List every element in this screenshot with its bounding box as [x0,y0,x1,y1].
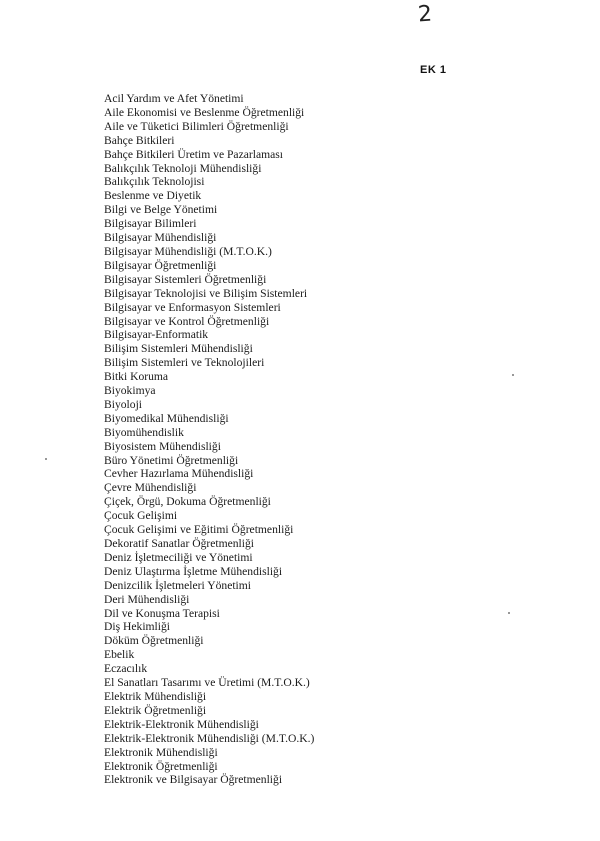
program-list-item: Bilgisayar-Enformatik [104,328,209,342]
scan-speck [512,374,514,376]
program-list-item: Elektronik Öğretmenliği [104,759,218,773]
program-list-item: Çocuk Gelişimi ve Eğitimi Öğretmenliği [104,523,294,537]
program-list-item: Biyoloji [104,397,143,411]
program-list-item: Bilgi ve Belge Yönetimi [104,203,218,217]
program-list-item: Elektrik Mühendisliği [104,689,207,703]
program-list-item: Acil Yardım ve Afet Yönetimi [104,92,244,105]
program-list-item: Elektrik-Elektronik Mühendisliği (M.T.O.K.) [104,731,315,745]
program-list-item: Biyomedikal Mühendisliği [104,411,229,425]
program-list-item: Aile ve Tüketici Bilimleri Öğretmenliği [104,119,289,133]
program-list-item: Bilgisayar Mühendisliği [104,231,217,245]
program-list-item: Döküm Öğretmenliği [104,634,204,648]
program-list-item: Cevher Hazırlama Mühendisliği [104,467,254,481]
program-list-item: Bitki Koruma [104,370,169,384]
program-list-item: Bilgisayar Mühendisliği (M.T.O.K.) [104,244,272,258]
program-list-item: Dekoratif Sanatlar Öğretmenliği [104,537,255,550]
program-list-item: Deri Mühendisliği [104,592,190,606]
program-list [104,92,314,787]
program-list-item: Denizcilik İşletmeleri Yönetimi [104,578,252,592]
program-list-item: Bilgisayar ve Kontrol Öğretmenliği [104,314,270,328]
program-list-item: Diş Hekimliği [104,620,171,634]
program-list-item: Elektrik Öğretmenliği [104,703,207,717]
program-list-item: Bilgisayar Bilimleri [104,217,197,231]
program-list-item: El Sanatları Tasarımı ve Üretimi (M.T.O.K.) [104,676,310,690]
program-list-item: Bilişim Sistemleri ve Teknolojileri [104,356,265,370]
program-list-item: Ebelik [104,648,135,662]
program-list-item: Biyomühendislik [104,425,184,439]
annex-label: EK 1 [420,64,447,76]
scan-speck [45,458,47,460]
program-list-item: Bilgisayar Öğretmenliği [104,258,217,272]
handwritten-page-number: 2 [417,1,433,28]
program-list-item: Deniz Ulaştırma İşletme Mühendisliği [104,564,283,578]
scan-speck [508,612,510,614]
program-list-item: Eczacılık [104,662,148,676]
program-list-item: Bilgisayar ve Enformasyon Sistemleri [104,300,281,314]
program-list-item: Bilgisayar Teknolojisi ve Bilişim Sistemleri [104,286,308,300]
program-list-item: Bahçe Bitkileri [104,133,175,147]
program-list-item: Biyokimya [104,384,156,398]
program-list-item: Balıkçılık Teknoloji Mühendisliği [104,161,262,175]
program-list-item: Elektrik-Elektronik Mühendisliği [104,717,259,731]
program-list-item: Çiçek, Örgü, Dokuma Öğretmenliği [104,495,271,509]
program-list-item: Çocuk Gelişimi [104,509,178,523]
program-list-item: Çevre Mühendisliği [104,481,197,495]
program-list-item: Bilgisayar Sistemleri Öğretmenliği [104,272,267,286]
program-list-item: Elektronik ve Bilgisayar Öğretmenliği [104,773,283,787]
program-list-item: Dil ve Konuşma Terapisi [104,606,220,620]
program-list-item: Deniz İşletmeciliği ve Yönetimi [104,550,253,564]
program-list-item: Balıkçılık Teknolojisi [104,175,205,189]
program-list-item: Bilişim Sistemleri Mühendisliği [104,342,253,356]
program-list-item: Elektronik Mühendisliği [104,745,218,759]
program-list-item: Beslenme ve Diyetik [104,189,202,203]
program-list-item: Aile Ekonomisi ve Beslenme Öğretmenliği [104,105,305,119]
program-list-item: Biyosistem Mühendisliği [104,439,221,453]
program-list-item: Büro Yönetimi Öğretmenliği [104,453,239,467]
program-list-item: Bahçe Bitkileri Üretim ve Pazarlaması [104,147,283,161]
